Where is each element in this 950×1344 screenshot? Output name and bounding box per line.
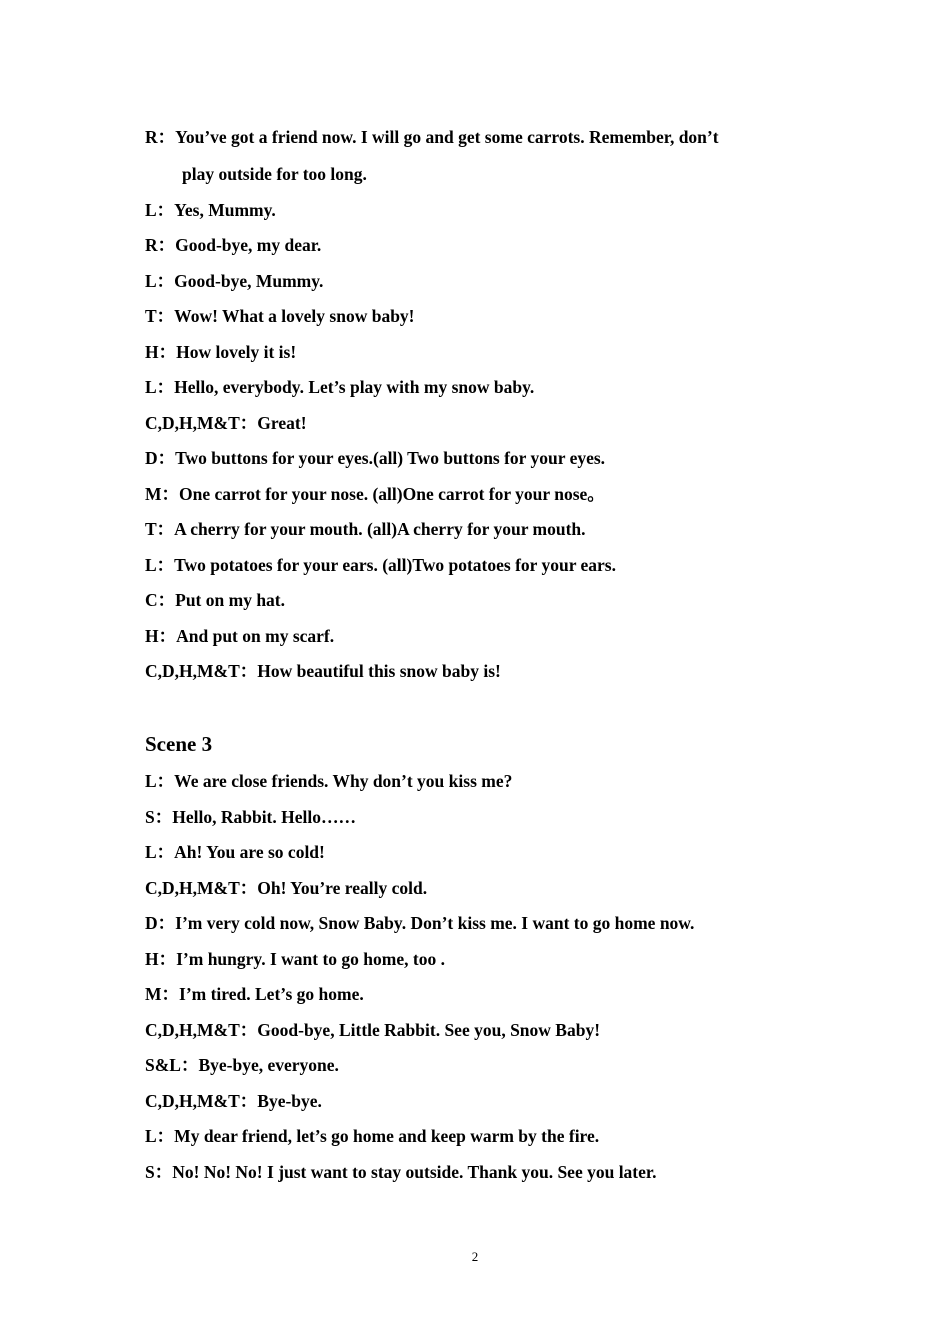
dialogue-line: S：Hello, Rabbit. Hello…… [145, 807, 356, 827]
dialogue-line: T：A cherry for your mouth. (all)A cherry for your mouth. [145, 519, 586, 539]
dialogue-line: D：I’m very cold now, Snow Baby. Don’t kiss me. I want to go home now. [145, 913, 695, 933]
scene-heading: Scene 3 [145, 732, 213, 756]
dialogue-line: H：How lovely it is! [145, 342, 297, 362]
dialogue-line: H：I’m hungry. I want to go home, too . [145, 949, 445, 969]
dialogue-line: C,D,H,M&T：Great! [145, 413, 307, 433]
dialogue-line: L：Hello, everybody. Let’s play with my snow baby. [145, 377, 535, 397]
dialogue-line: M：One carrot for your nose. (all)One carrot for your nose。 [145, 484, 605, 504]
dialogue-line: C,D,H,M&T：Oh! You’re really cold. [145, 878, 428, 898]
dialogue-line: T：Wow! What a lovely snow baby! [145, 306, 415, 326]
dialogue-line: C,D,H,M&T：Good-bye, Little Rabbit. See you, Snow Baby! [145, 1020, 601, 1040]
dialogue-line: R：You’ve got a friend now. I will go and get some carrots. Remember, don’t [145, 127, 719, 147]
dialogue-line: L：We are close friends. Why don’t you kiss me? [145, 771, 513, 791]
dialogue-line: M：I’m tired. Let’s go home. [145, 984, 364, 1004]
dialogue-line: L：Good-bye, Mummy. [145, 271, 324, 291]
dialogue-line: L：My dear friend, let’s go home and keep warm by the fire. [145, 1126, 600, 1146]
page-number: 2 [471, 1249, 479, 1264]
dialogue-line-continuation: play outside for too long. [182, 164, 367, 184]
dialogue-line: D：Two buttons for your eyes.(all) Two buttons for your eyes. [145, 448, 606, 468]
dialogue-line: C,D,H,M&T：How beautiful this snow baby is! [145, 661, 501, 681]
dialogue-line: L：Yes, Mummy. [145, 200, 276, 220]
dialogue-line: H：And put on my scarf. [145, 626, 335, 646]
dialogue-line: R：Good-bye, my dear. [145, 235, 322, 255]
dialogue-line: C,D,H,M&T：Bye-bye. [145, 1091, 322, 1111]
dialogue-line: L：Two potatoes for your ears. (all)Two potatoes for your ears. [145, 555, 616, 575]
dialogue-line: L：Ah! You are so cold! [145, 842, 325, 862]
dialogue-line: S&L：Bye-bye, everyone. [145, 1055, 339, 1075]
dialogue-line: S：No! No! No! I just want to stay outside. Thank you. See you later. [145, 1162, 657, 1182]
dialogue-line: C：Put on my hat. [145, 590, 286, 610]
